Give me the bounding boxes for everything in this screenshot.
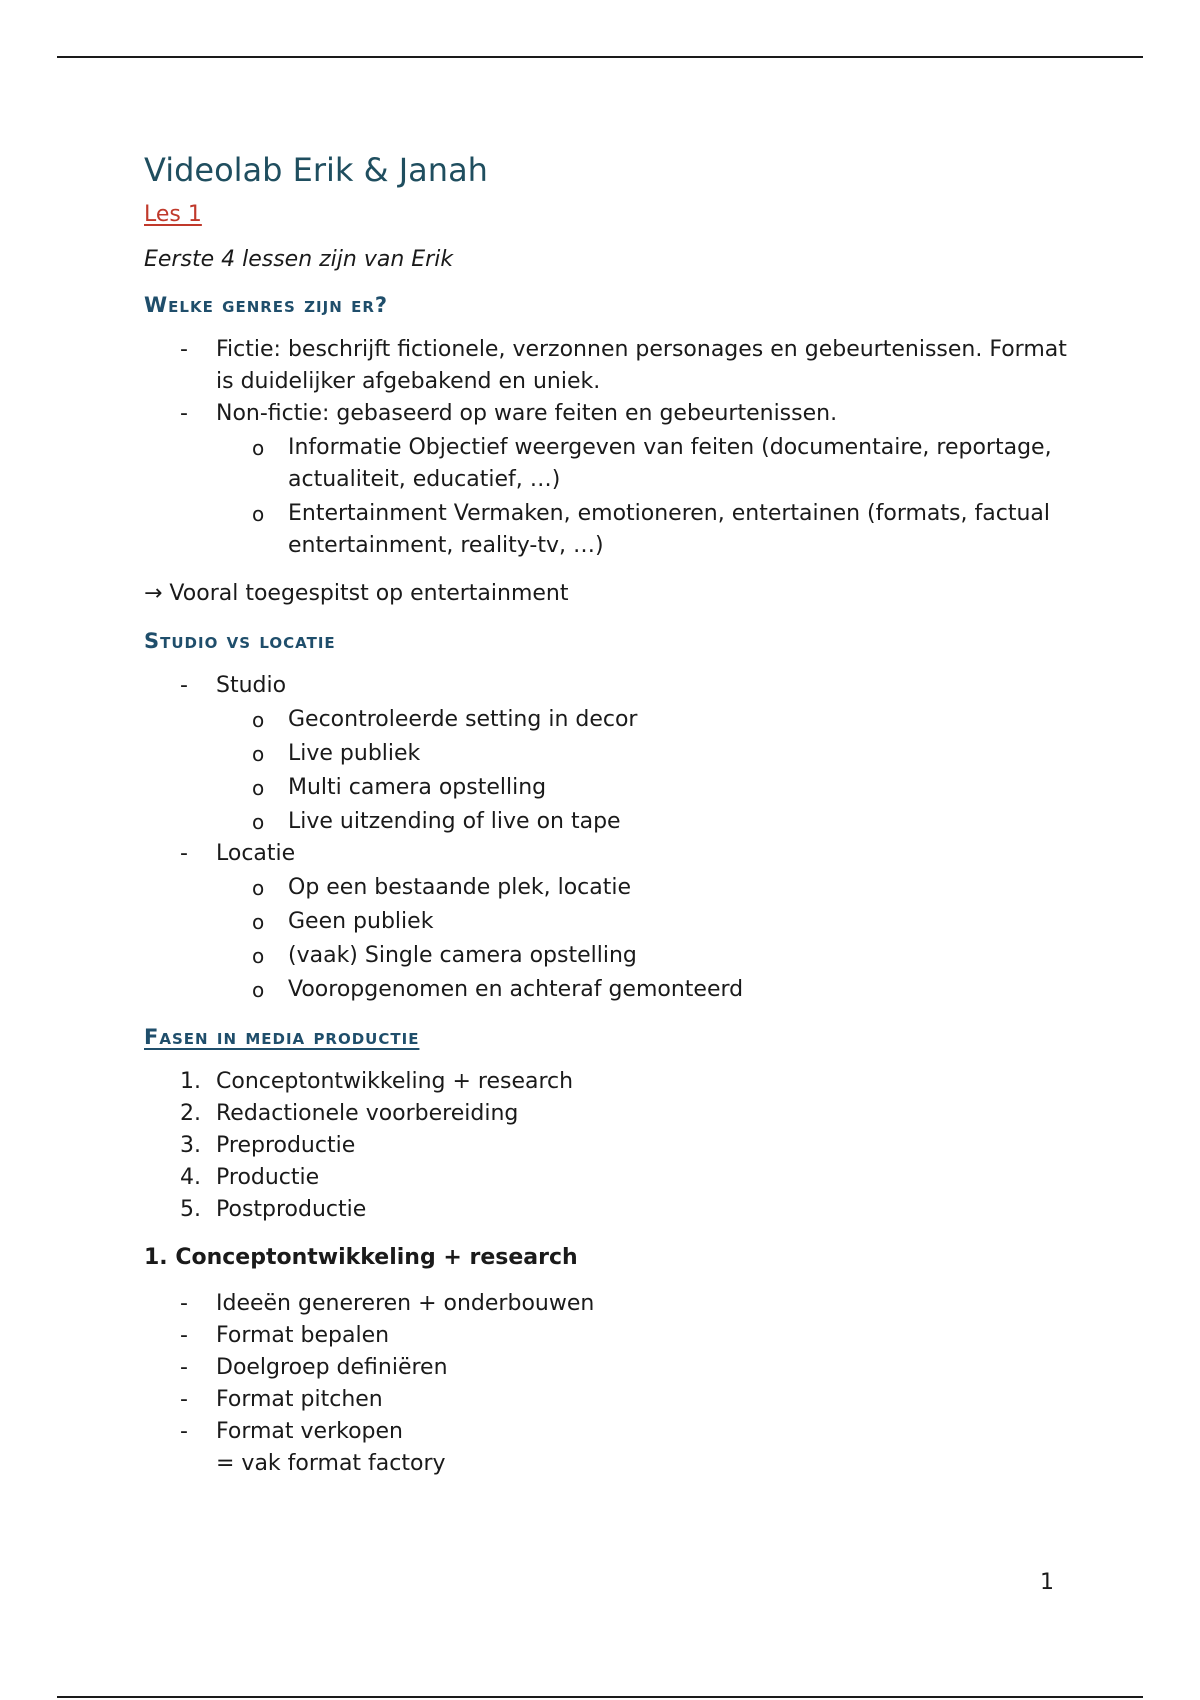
dash-bullet: - xyxy=(180,1355,188,1380)
document-page xyxy=(144,150,1074,1480)
dash-bullet: - xyxy=(180,1387,188,1412)
sublist-item-text: Gecontroleerde setting in decor xyxy=(288,707,638,732)
section-heading-studio-locatie: Studio vs locatie xyxy=(144,629,336,653)
list-item xyxy=(144,1416,1074,1448)
list-item-text: Doelgroep definiëren xyxy=(216,1355,448,1380)
dash-bullet: - xyxy=(180,1323,188,1348)
sublist-item-text: Multi camera opstelling xyxy=(288,775,547,800)
list-item-text: Non-fictie: gebaseerd op ware feiten en gebeurtenissen. xyxy=(216,401,838,426)
list-item-text: Preproductie xyxy=(216,1133,356,1158)
list-item-text: Format bepalen xyxy=(216,1323,390,1348)
circle-bullet: o xyxy=(252,742,265,766)
circle-bullet: o xyxy=(252,876,265,900)
circle-bullet: o xyxy=(252,944,265,968)
sublist-item xyxy=(144,498,1074,562)
list-item xyxy=(144,1066,1074,1098)
circle-bullet: o xyxy=(252,708,265,732)
dash-bullet: - xyxy=(180,337,188,362)
list-item-text: Productie xyxy=(216,1165,320,1190)
list-item-text: Format pitchen xyxy=(216,1387,383,1412)
fasen-list xyxy=(144,1066,1074,1226)
header-rule xyxy=(57,56,1143,58)
footer-rule xyxy=(57,1696,1143,1698)
list-item xyxy=(144,1130,1074,1162)
conclusion-text: → Vooral toegespitst op entertainment xyxy=(144,581,569,606)
list-item-text: Locatie xyxy=(216,841,296,866)
list-item xyxy=(144,1352,1074,1384)
section-heading-genres: Welke genres zijn er? xyxy=(144,293,389,317)
sublist-item-text: Op een bestaande plek, locatie xyxy=(288,875,632,900)
dash-bullet: - xyxy=(180,673,188,698)
page-number: 1 xyxy=(1040,1570,1054,1595)
circle-bullet: o xyxy=(252,502,265,526)
sublist-item xyxy=(144,940,1074,972)
lesson-label: Les 1 xyxy=(144,202,202,227)
sublist-item-text: Live uitzending of live on tape xyxy=(288,809,621,834)
circle-bullet: o xyxy=(252,910,265,934)
list-item-text: Postproductie xyxy=(216,1197,367,1222)
sublist-item-text: Live publiek xyxy=(288,741,421,766)
sublist-item xyxy=(144,806,1074,838)
sublist-item xyxy=(144,432,1074,496)
number-marker: 1. xyxy=(180,1069,201,1094)
list-item xyxy=(144,1194,1074,1226)
sublist-item-text: Geen publiek xyxy=(288,909,434,934)
document-title: Videolab Erik & Janah xyxy=(144,151,488,189)
circle-bullet: o xyxy=(252,810,265,834)
list-item xyxy=(144,334,1074,398)
number-marker: 3. xyxy=(180,1133,201,1158)
genres-list xyxy=(144,334,1074,562)
sublist-item-text: Entertainment Vermaken, emotioneren, entertainen (formats, factual entertainment, reality-tv, …) xyxy=(288,501,1050,558)
list-item-text: Conceptontwikkeling + research xyxy=(216,1069,574,1094)
sublist-item xyxy=(144,704,1074,736)
dash-bullet: - xyxy=(180,401,188,426)
sublist-item-text: Vooropgenomen en achteraf gemonteerd xyxy=(288,977,744,1002)
sublist-item xyxy=(144,872,1074,904)
locatie-sublist xyxy=(144,872,1074,1006)
list-item-text: Redactionele voorbereiding xyxy=(216,1101,519,1126)
list-item xyxy=(144,838,1074,1006)
list-item-text: Studio xyxy=(216,673,287,698)
list-item xyxy=(144,670,1074,838)
nonfiction-sublist xyxy=(144,432,1074,562)
number-marker: 4. xyxy=(180,1165,201,1190)
dash-bullet: - xyxy=(180,1419,188,1444)
number-marker: 2. xyxy=(180,1101,201,1126)
circle-bullet: o xyxy=(252,436,265,460)
dash-bullet: - xyxy=(180,1291,188,1316)
circle-bullet: o xyxy=(252,776,265,800)
circle-bullet: o xyxy=(252,978,265,1002)
list-item-text: Fictie: beschrijft fictionele, verzonnen personages en gebeurtenissen. Format is duidelijker afgebakend en uniek. xyxy=(216,337,1067,394)
list-item xyxy=(144,1162,1074,1194)
section-heading-fasen: Fasen in media productie xyxy=(144,1025,420,1049)
number-marker: 5. xyxy=(180,1197,201,1222)
section-heading-conceptontwikkeling: 1. Conceptontwikkeling + research xyxy=(144,1245,578,1270)
list-item xyxy=(144,1098,1074,1130)
sublist-item-text: (vaak) Single camera opstelling xyxy=(288,943,637,968)
list-item-text: Format verkopen xyxy=(216,1419,403,1444)
sublist-item xyxy=(144,738,1074,770)
list-item xyxy=(144,1384,1074,1416)
intro-text: Eerste 4 lessen zijn van Erik xyxy=(144,247,454,272)
list-item xyxy=(144,1320,1074,1352)
studio-locatie-list xyxy=(144,670,1074,1006)
studio-sublist xyxy=(144,704,1074,838)
list-item xyxy=(144,1288,1074,1320)
sublist-item xyxy=(144,974,1074,1006)
list-item-text: Ideeën genereren + onderbouwen xyxy=(216,1291,595,1316)
sublist-item-text: Informatie Objectief weergeven van feiten (documentaire, reportage, actualiteit, educatief, …) xyxy=(288,435,1052,492)
dash-bullet: - xyxy=(180,841,188,866)
note-text: = vak format factory xyxy=(216,1451,446,1476)
list-item xyxy=(144,398,1074,562)
conceptontwikkeling-list xyxy=(144,1288,1074,1448)
sublist-item xyxy=(144,772,1074,804)
sublist-item xyxy=(144,906,1074,938)
